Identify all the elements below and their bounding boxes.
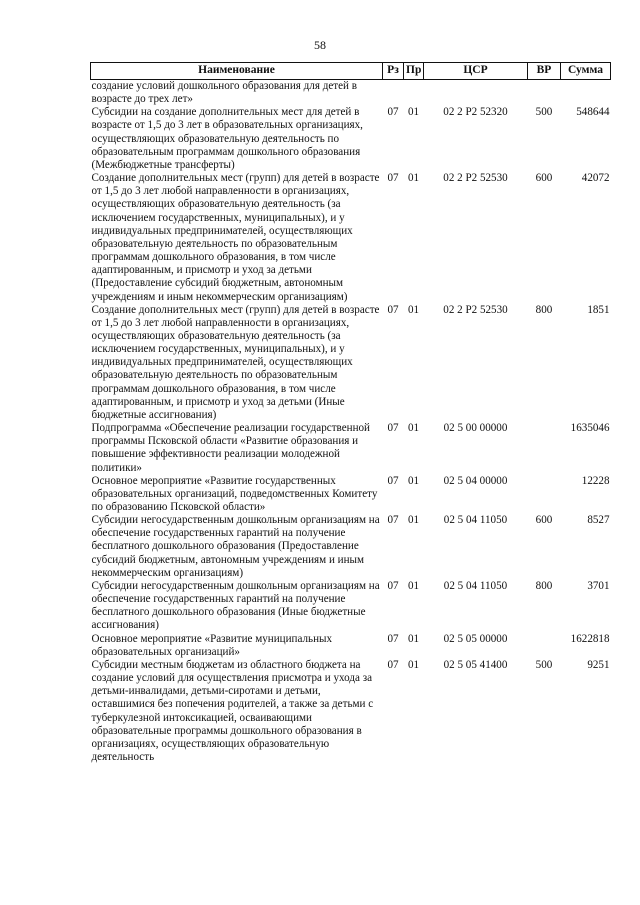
row-vr bbox=[528, 633, 561, 659]
row-pr: 01 bbox=[407, 106, 420, 119]
row-sum bbox=[561, 80, 611, 107]
row-rz: 07 bbox=[387, 474, 399, 487]
row-vr: 600 bbox=[535, 514, 553, 527]
row-sum: 1635046 bbox=[570, 422, 610, 435]
row-sum: 3701 bbox=[587, 579, 610, 592]
row-pr: 01 bbox=[407, 474, 420, 487]
row-pr: 01 bbox=[407, 632, 420, 645]
row-sum: 1851 bbox=[587, 303, 610, 316]
row-rz: 07 bbox=[387, 579, 399, 592]
row-pr bbox=[404, 80, 424, 107]
row-pr: 01 bbox=[407, 422, 420, 435]
row-name: создание условий дошкольного образования для детей в возрасте до трех лет» bbox=[91, 80, 358, 106]
table-header-row bbox=[91, 63, 611, 80]
table-row bbox=[91, 514, 611, 580]
header-vr: ВР bbox=[528, 63, 561, 80]
row-rz bbox=[383, 80, 404, 107]
table-row bbox=[91, 659, 611, 764]
table-row bbox=[91, 172, 611, 304]
header-sum: Сумма bbox=[561, 63, 611, 80]
row-rz: 07 bbox=[387, 514, 399, 527]
row-pr: 01 bbox=[407, 303, 420, 316]
row-name: Субсидии на создание дополнительных мест для детей в возрасте от 1,5 до 3 лет в образовательных организациях, осуществляющих образовательную деятельность по образовательным программам дошкольного образования (Межбюджетные трансферты) bbox=[91, 106, 363, 171]
row-sum: 12228 bbox=[581, 474, 610, 487]
row-rz: 07 bbox=[387, 106, 399, 119]
row-sum: 1622818 bbox=[570, 632, 610, 645]
table-row bbox=[91, 304, 611, 422]
row-name: Основное мероприятие «Развитие государственных образовательных организаций, подведомственных Комитету по образованию Псковской области» bbox=[91, 474, 378, 513]
row-sum: 8527 bbox=[587, 514, 610, 527]
row-pr: 01 bbox=[407, 514, 420, 527]
row-csr: 02 2 P2 52320 bbox=[443, 106, 508, 119]
row-vr: 500 bbox=[535, 658, 553, 671]
row-vr: 600 bbox=[535, 172, 553, 185]
table-row bbox=[91, 106, 611, 172]
row-rz: 07 bbox=[387, 422, 399, 435]
row-name: Подпрограмма «Обеспечение реализации государственной программы Псковской области «Развитие образования и повышение эффективности реализации молодежной политики» bbox=[91, 422, 370, 474]
page-number: 58 bbox=[314, 38, 326, 52]
row-vr bbox=[528, 80, 561, 107]
row-csr: 02 2 P2 52530 bbox=[443, 172, 508, 185]
row-pr: 01 bbox=[407, 172, 420, 185]
row-csr: 02 5 04 00000 bbox=[443, 474, 508, 487]
header-csr: ЦСР bbox=[424, 63, 528, 80]
row-name: Основное мероприятие «Развитие муниципальных образовательных организаций» bbox=[91, 632, 333, 658]
row-sum: 9251 bbox=[587, 658, 610, 671]
row-csr bbox=[424, 80, 528, 107]
table-row bbox=[91, 422, 611, 475]
row-csr: 02 5 05 00000 bbox=[443, 632, 508, 645]
row-name: Создание дополнительных мест (групп) для детей в возрасте от 1,5 до 3 лет любой направленности в организациях, осуществляющих образовательную деятельность (за исключением государственных, муниципальных), и у индивидуальных предпринимателей, осуществляющих образовательную деятельность по образовательным программам дошкольного образования, в том числе адаптированным, и присмотр и уход за детьми (Иные бюджетные ассигнования) bbox=[91, 303, 380, 421]
row-vr bbox=[528, 422, 561, 475]
row-csr: 02 5 04 11050 bbox=[443, 514, 508, 527]
row-vr: 800 bbox=[535, 579, 553, 592]
row-rz: 07 bbox=[387, 632, 399, 645]
table-row bbox=[91, 633, 611, 659]
row-name: Субсидии местным бюджетам из областного бюджета на создание условий для осуществления присмотра и ухода за детьми-инвалидами, детьми-сиротами и детьми, оставшимися без попечения родителей, а также за детьми с туберкулезной интоксикацией, осваивающими образовательные программы дошкольного образования в организациях, осуществляющих образовательную деятельность bbox=[91, 658, 374, 763]
row-pr: 01 bbox=[407, 579, 420, 592]
row-name: Субсидии негосударственным дошкольным организациям на обеспечение государственных гарантий на получение бесплатного дошкольного образования (Предоставление субсидий бюджетным, автономным учреждениям и иным некоммерческим организациям) bbox=[91, 514, 380, 579]
row-vr bbox=[528, 475, 561, 514]
row-csr: 02 5 00 00000 bbox=[443, 422, 508, 435]
row-vr: 500 bbox=[535, 106, 553, 119]
row-vr: 800 bbox=[535, 303, 553, 316]
header-pr: Пр bbox=[404, 63, 424, 80]
row-sum: 548644 bbox=[576, 106, 610, 119]
row-name: Создание дополнительных мест (групп) для детей в возрасте от 1,5 до 3 лет любой направленности в организациях, осуществляющих образовательную деятельность (за исключением государственных, муниципальных), и у индивидуальных предпринимателей, осуществляющих образовательную деятельность по образовательным программам дошкольного образования, в том числе адаптированным, и присмотр и уход за детьми (Предоставление субсидий бюджетным, автономным учреждениям и иным некоммерческим организациям) bbox=[91, 172, 380, 303]
row-pr: 01 bbox=[407, 658, 420, 671]
header-rz: Рз bbox=[383, 63, 404, 80]
row-rz: 07 bbox=[387, 303, 399, 316]
row-csr: 02 5 05 41400 bbox=[443, 658, 508, 671]
row-csr: 02 5 04 11050 bbox=[443, 579, 508, 592]
header-name: Наименование bbox=[91, 63, 383, 80]
row-csr: 02 2 P2 52530 bbox=[443, 303, 508, 316]
table-row bbox=[91, 80, 611, 107]
table-row bbox=[91, 475, 611, 514]
table-row bbox=[91, 580, 611, 633]
row-rz: 07 bbox=[387, 172, 399, 185]
row-name: Субсидии негосударственным дошкольным организациям на обеспечение государственных гарантий на получение бесплатного дошкольного образования (Иные бюджетные ассигнования) bbox=[91, 579, 380, 632]
budget-table bbox=[90, 62, 611, 764]
row-rz: 07 bbox=[387, 658, 399, 671]
row-sum: 42072 bbox=[581, 172, 610, 185]
